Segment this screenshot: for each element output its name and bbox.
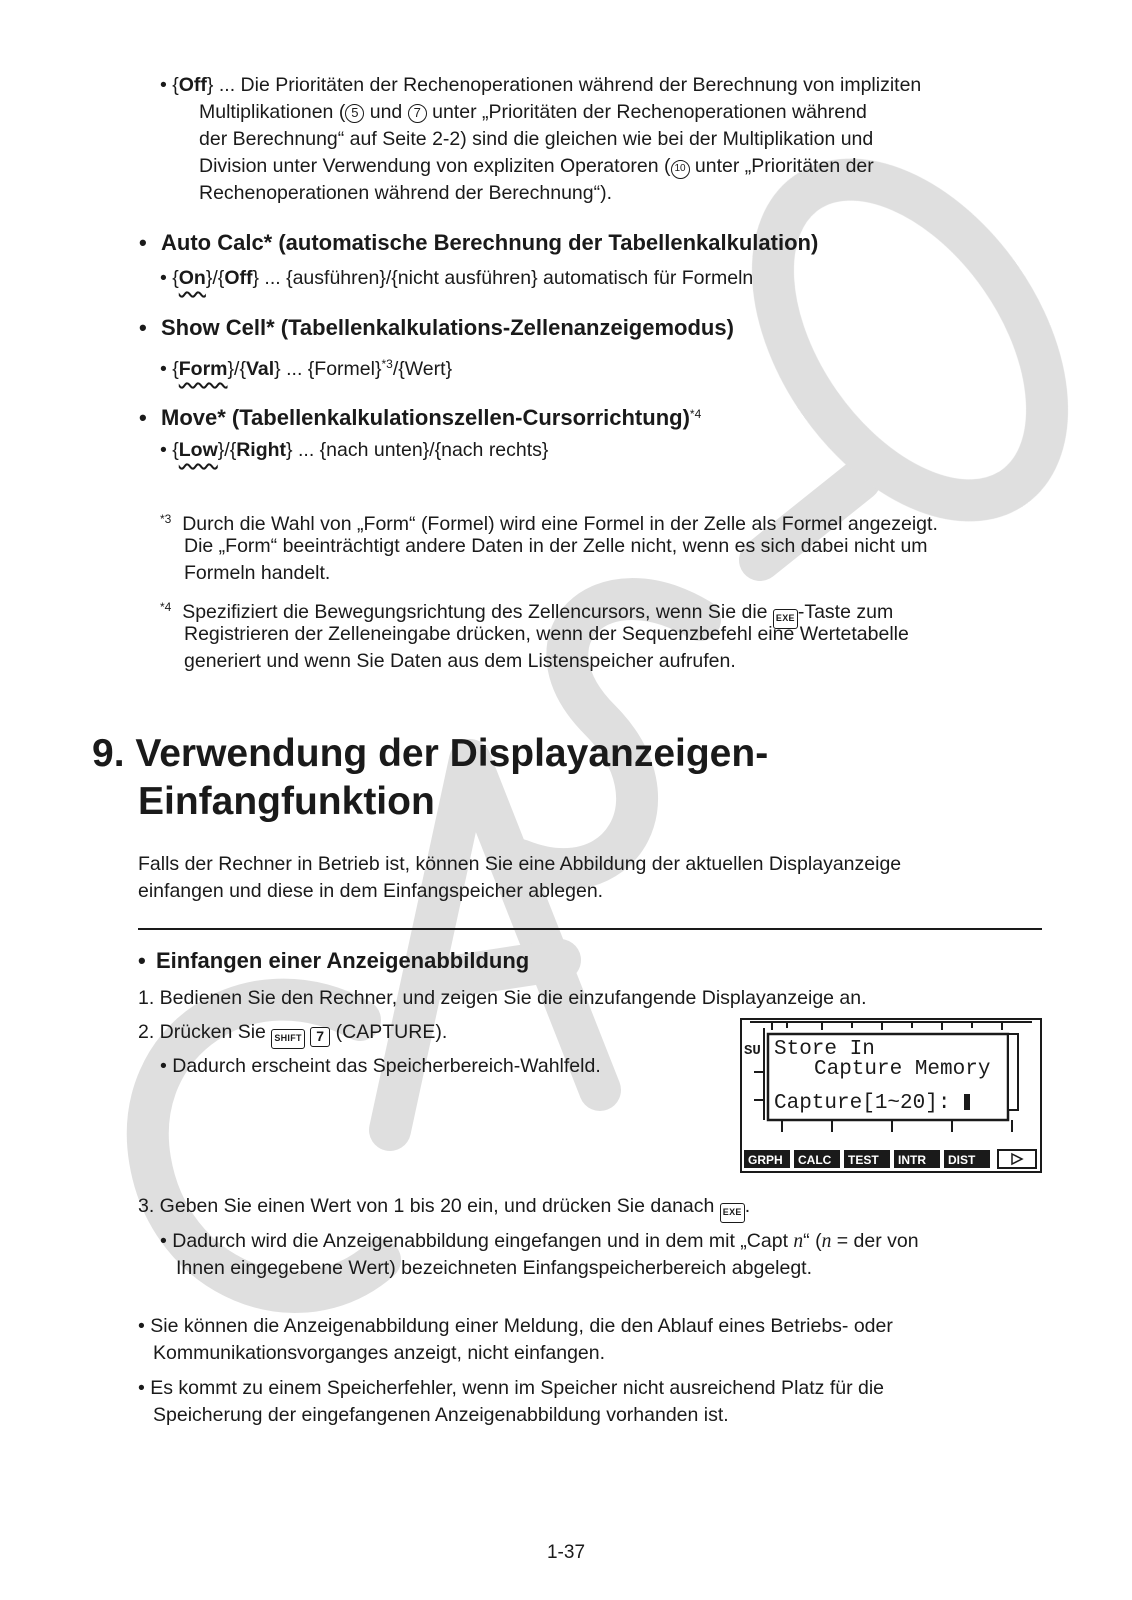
move-option-right: Right	[236, 439, 287, 461]
step-note-text: “ (	[803, 1230, 822, 1252]
footnote-ref: *4	[689, 407, 702, 421]
footnote-text: Durch die Wahl von „Form“ (Formel) wird eine Formel in der Zelle als Formel angezeigt.	[182, 513, 938, 535]
footnote-3-line-3: Formeln handelt.	[184, 562, 331, 584]
exe-key-icon: EXE	[720, 1203, 745, 1223]
show-cell-options: • {Form}/{Val} ... {Formel}$^{*3}$/{Wert}	[160, 357, 453, 380]
fkey-intr-label: INTR	[898, 1153, 926, 1167]
footnote-ref: *3	[381, 357, 393, 371]
step-text: 2. Drücken Sie	[138, 1021, 272, 1043]
move-option-low: Low	[178, 439, 218, 461]
footnote-text: -Taste zum	[797, 601, 894, 623]
footnote-mark: *4	[160, 600, 172, 614]
off-text: und	[364, 101, 408, 123]
step-text: (CAPTURE).	[335, 1021, 448, 1043]
show-cell-heading-text: Show Cell* (Tabellenkalkulations-Zellenanzeigemodus)	[161, 315, 734, 340]
footnote-mark: *3	[160, 512, 172, 526]
step-3-note-line-2: Ihnen eingegebene Wert) bezeichneten Einfangspeicherbereich abgelegt.	[176, 1257, 813, 1279]
circled-number: 7	[408, 104, 427, 123]
note-1-line-1: • Sie können die Anzeigenabbildung einer Meldung, die den Ablauf eines Betriebs- oder	[138, 1315, 893, 1337]
move-heading-text: Move* (Tabellenkalkulationszellen-Cursorrichtung)	[161, 405, 690, 430]
step-note-text: Dadurch wird die Anzeigenabbildung eingefangen und in dem mit „Capt	[172, 1230, 794, 1252]
chapter-title-line-2: Einfangfunktion	[138, 780, 435, 823]
auto-calc-heading: • Auto Calc* (automatische Berechnung der Tabellenkalkulation)	[139, 230, 819, 255]
variable-n: n	[821, 1231, 832, 1252]
off-text: Multiplikationen (	[199, 101, 346, 123]
step-3-note-line-1: • Dadurch wird die Anzeigenabbildung eingefangen und in dem mit „Capt n“ (n = der von	[160, 1230, 919, 1252]
step-text: .	[744, 1195, 751, 1217]
show-cell-option-val: Val	[245, 358, 275, 380]
step-1: 1. Bedienen Sie den Rechner, und zeigen Sie die einzufangende Displayanzeige an.	[138, 987, 867, 1009]
auto-calc-desc: ... {ausführen}/{nicht ausführen} automatisch für Formeln	[264, 267, 754, 289]
footnote-text: Spezifiziert die Bewegungsrichtung des Zellencursors, wenn Sie die	[182, 601, 773, 623]
step-3	[138, 1193, 750, 1223]
off-option-label: Off	[178, 74, 207, 96]
fkey-test-label: TEST	[848, 1153, 879, 1167]
circled-number: 5	[345, 104, 364, 123]
move-desc: ... {nach unten}/{nach rechts}	[297, 439, 549, 461]
footnote-3-line-2: Die „Form“ beeinträchtigt andere Daten in der Zelle nicht, wenn es sich dabei nicht um	[184, 535, 928, 557]
show-cell-desc: /{Wert}	[392, 358, 453, 380]
off-text: unter „Prioritäten der Rechenoperationen während	[426, 101, 867, 123]
note-2-line-2: Speicherung der eingefangenen Anzeigenabbildung vorhanden ist.	[153, 1404, 729, 1426]
fkey-grph-label: GRPH	[748, 1153, 783, 1167]
circled-number: 10	[671, 160, 690, 179]
step-2	[138, 1019, 447, 1049]
screen-line-2: Capture Memory	[814, 1058, 991, 1081]
step-2-note: • Dadurch erscheint das Speicherbereich-Wahlfeld.	[160, 1055, 601, 1077]
off-option-line-4	[199, 153, 874, 179]
off-option-line-5: Rechenoperationen während der Berechnung“).	[199, 182, 613, 204]
note-text: Sie können die Anzeigenabbildung einer Meldung, die den Ablauf eines Betriebs- oder	[150, 1315, 893, 1337]
screen-side-label: SU	[744, 1043, 761, 1059]
auto-calc-option-off: Off	[224, 267, 253, 289]
screen-line-3: Capture[1~20]:	[774, 1092, 951, 1115]
auto-calc-options: • {On}/{Off} ... {ausführen}/{nicht ausführen} automatisch für Formeln	[160, 267, 754, 289]
footnote-4-line-2: Registrieren der Zelleneingabe drücken, wenn der Sequenzbefehl eine Wertetabelle	[184, 623, 909, 645]
fkey-calc-label: CALC	[798, 1153, 832, 1167]
fkey-more	[998, 1150, 1036, 1168]
chapter-intro-line-1: Falls der Rechner in Betrieb ist, können Sie eine Abbildung der aktuellen Displayanzeige	[138, 853, 902, 875]
show-cell-option-form: Form	[178, 358, 228, 380]
screen-line-1: Store In	[774, 1038, 875, 1061]
note-text: Es kommt zu einem Speicherfehler, wenn im Speicher nicht ausreichend Platz für die	[150, 1377, 885, 1399]
shift-key-icon: SHIFT	[271, 1029, 305, 1049]
auto-calc-heading-text: Auto Calc* (automatische Berechnung der Tabellenkalkulation)	[161, 230, 819, 255]
note-2-line-1: • Es kommt zu einem Speicherfehler, wenn im Speicher nicht ausreichend Platz für die	[138, 1377, 885, 1399]
chapter-intro-line-2: einfangen und diese in dem Einfangspeicher ablegen.	[138, 880, 604, 902]
show-cell-desc: ... {Formel}	[286, 358, 382, 380]
procedure-heading-text: Einfangen einer Anzeigenabbildung	[156, 948, 530, 973]
off-option-line-1: • {Off} ... Die Prioritäten der Rechenoperationen während der Berechnung von impliziten	[160, 74, 922, 96]
exe-key-icon: EXE	[773, 609, 798, 629]
step-text: 3. Geben Sie einen Wert von 1 bis 20 ein, und drücken Sie danach	[138, 1195, 720, 1217]
variable-n: n	[793, 1231, 804, 1252]
off-text: Division unter Verwendung von expliziten Operatoren (	[199, 155, 671, 177]
move-options: • {Low}/{Right} ... {nach unten}/{nach rechts}	[160, 439, 549, 461]
step-note-text: = der von	[831, 1230, 919, 1252]
step-note-text: Dadurch erscheint das Speicherbereich-Wahlfeld.	[172, 1055, 601, 1077]
screen-cursor	[964, 1094, 970, 1110]
off-text: unter „Prioritäten der	[689, 155, 874, 177]
auto-calc-option-on: On	[178, 267, 206, 289]
fkey-dist-label: DIST	[948, 1153, 976, 1167]
move-heading: • Move* (Tabellenkalkulationszellen-Cursorrichtung)$^{*4}$	[139, 405, 702, 430]
note-1-line-2: Kommunikationsvorganges anzeigt, nicht einfangen.	[153, 1342, 606, 1364]
footnote-4-line-3: generiert und wenn Sie Daten aus dem Listenspeicher aufrufen.	[184, 650, 736, 672]
off-text: ... Die Prioritäten der Rechenoperationen während der Berechnung von impliziten	[218, 74, 922, 96]
procedure-heading: • Einfangen einer Anzeigenabbildung	[138, 948, 530, 973]
section-divider	[138, 928, 1042, 930]
calculator-screen-graphic	[742, 1020, 1040, 1171]
calculator-screen	[740, 1018, 1042, 1173]
show-cell-heading: • Show Cell* (Tabellenkalkulations-Zellenanzeigemodus)	[139, 315, 734, 340]
page-number: 1-37	[546, 1542, 586, 1563]
off-option-line-2	[199, 99, 867, 125]
chapter-title-line-1: 9. Verwendung der Displayanzeigen-	[92, 732, 769, 775]
off-option-line-3: der Berechnung“ auf Seite 2-2) sind die gleichen wie bei der Multiplikation und	[199, 128, 874, 150]
seven-key-icon: 7	[310, 1027, 330, 1047]
